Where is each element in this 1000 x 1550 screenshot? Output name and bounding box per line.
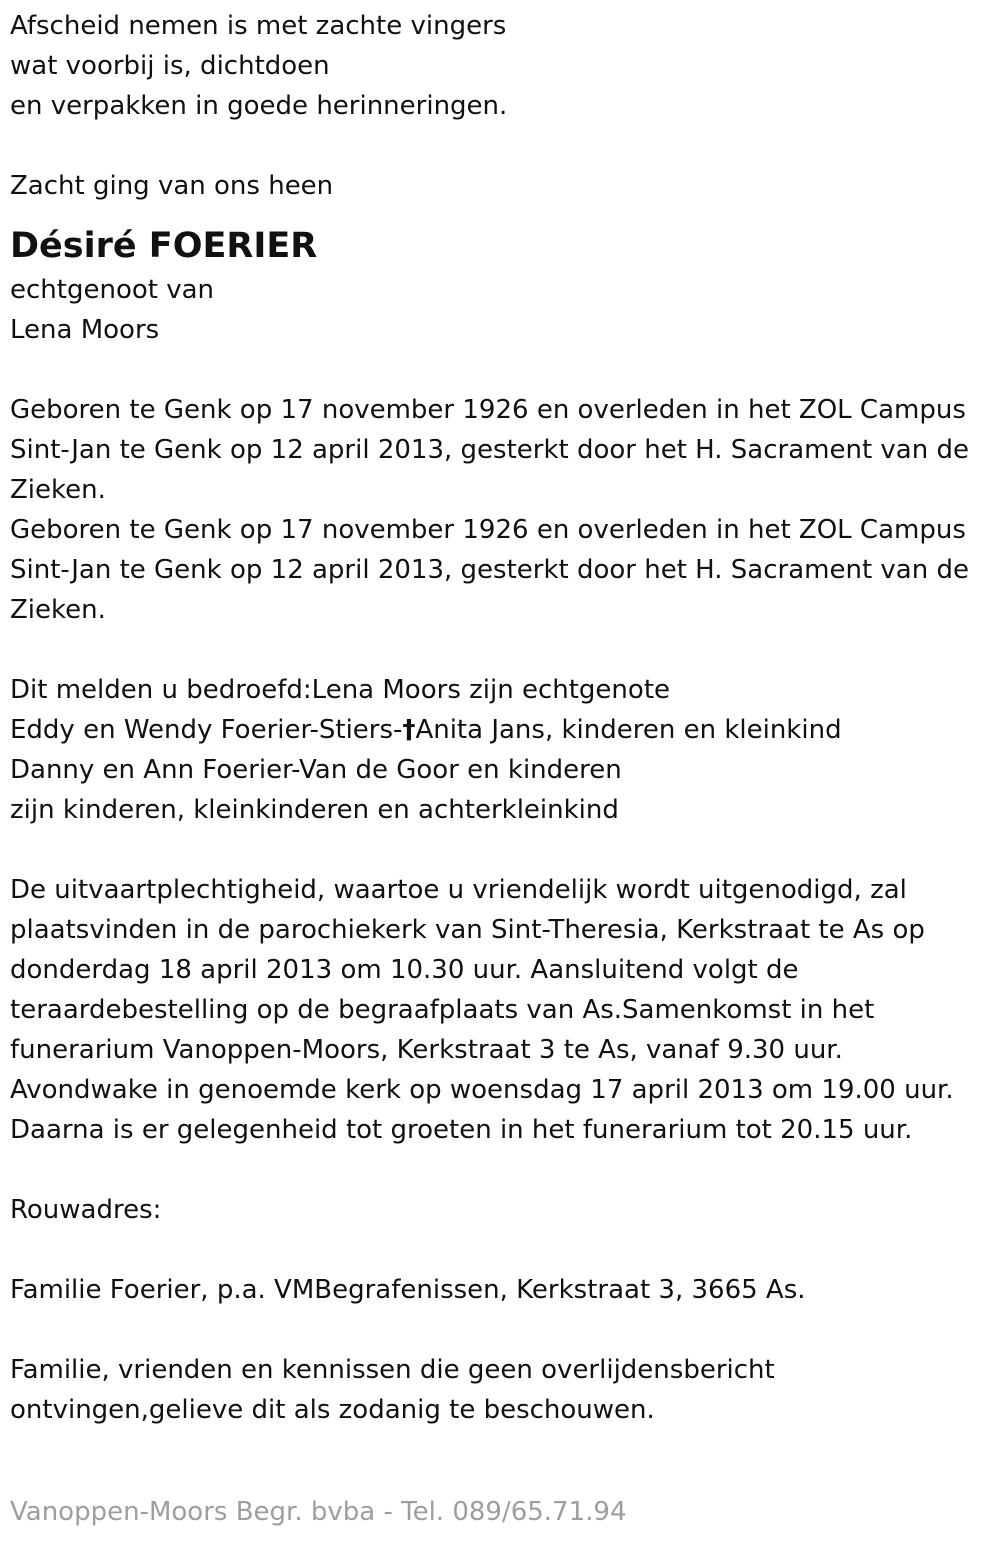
deceased-name: Désiré FOERIER <box>10 226 318 266</box>
poem-line: en verpakken in goede herinneringen. <box>10 91 508 121</box>
family-line-part: Eddy en Wendy Foerier-Stiers- <box>10 715 403 745</box>
spacer <box>10 1150 990 1190</box>
spacer <box>10 1310 990 1350</box>
spacer <box>10 1230 990 1270</box>
obituary-document <box>10 6 990 1430</box>
address-label: Rouwadres: <box>10 1195 162 1225</box>
funeral-home-footer: Vanoppen-Moors Begr. bvba - Tel. 089/65.71.94 <box>10 1497 627 1527</box>
poem <box>10 6 990 126</box>
spacer <box>10 350 990 390</box>
family-list <box>10 670 990 830</box>
poem-line: wat voorbij is, dichtdoen <box>10 51 330 81</box>
cross-icon: † <box>402 715 416 745</box>
poem-line: Afscheid nemen is met zachte vingers <box>10 11 507 41</box>
family-line: Danny en Ann Foerier-Van de Goor en kinderen <box>10 755 622 785</box>
address-value: Familie Foerier, p.a. VMBegrafenissen, Kerkstraat 3, 3665 As. <box>10 1275 806 1305</box>
notice-paragraph: Familie, vrienden en kennissen die geen overlijdensbericht ontvingen,gelieve dit als zodanig te beschouwen. <box>10 1355 775 1425</box>
spacer <box>10 830 990 870</box>
family-line-part: Anita Jans, kinderen en kleinkind <box>415 715 842 745</box>
birth-death-paragraph: Geboren te Genk op 17 november 1926 en overleden in het ZOL Campus Sint-Jan te Genk op 12 april 2013, gesterkt door het H. Sacrament van de Zieken. <box>10 515 969 625</box>
birth-death-paragraph: Geboren te Genk op 17 november 1926 en overleden in het ZOL Campus Sint-Jan te Genk op 12 april 2013, gesterkt door het H. Sacrament van de Zieken. <box>10 395 969 505</box>
ceremony-paragraph: De uitvaartplechtigheid, waartoe u vriendelijk wordt uitgenodigd, zal plaatsvinden in de parochiekerk van Sint-Theresia, Kerkstraat te As op donderdag 18 april 2013 om 10.30 uur. Aansluitend volgt de teraardebestelling op de begraafplaats van As.Samenkomst in het funerarium Vanoppen-Moors, Kerkstraat 3 te As, vanaf 9.30 uur. Avondwake in genoemde kerk op woensdag 17 april 2013 om 19.00 uur. Daarna is er gelegenheid tot groeten in het funerarium tot 20.15 uur. <box>10 875 954 1145</box>
relation-text: echtgenoot van <box>10 275 215 305</box>
spacer <box>10 630 990 670</box>
spacer <box>10 126 990 166</box>
intro-text: Zacht ging van ons heen <box>10 171 334 201</box>
family-line <box>10 710 990 750</box>
family-line: Dit melden u bedroefd:Lena Moors zijn echtgenote <box>10 675 671 705</box>
spouse-name: Lena Moors <box>10 315 160 345</box>
family-line: zijn kinderen, kleinkinderen en achterkleinkind <box>10 795 619 825</box>
